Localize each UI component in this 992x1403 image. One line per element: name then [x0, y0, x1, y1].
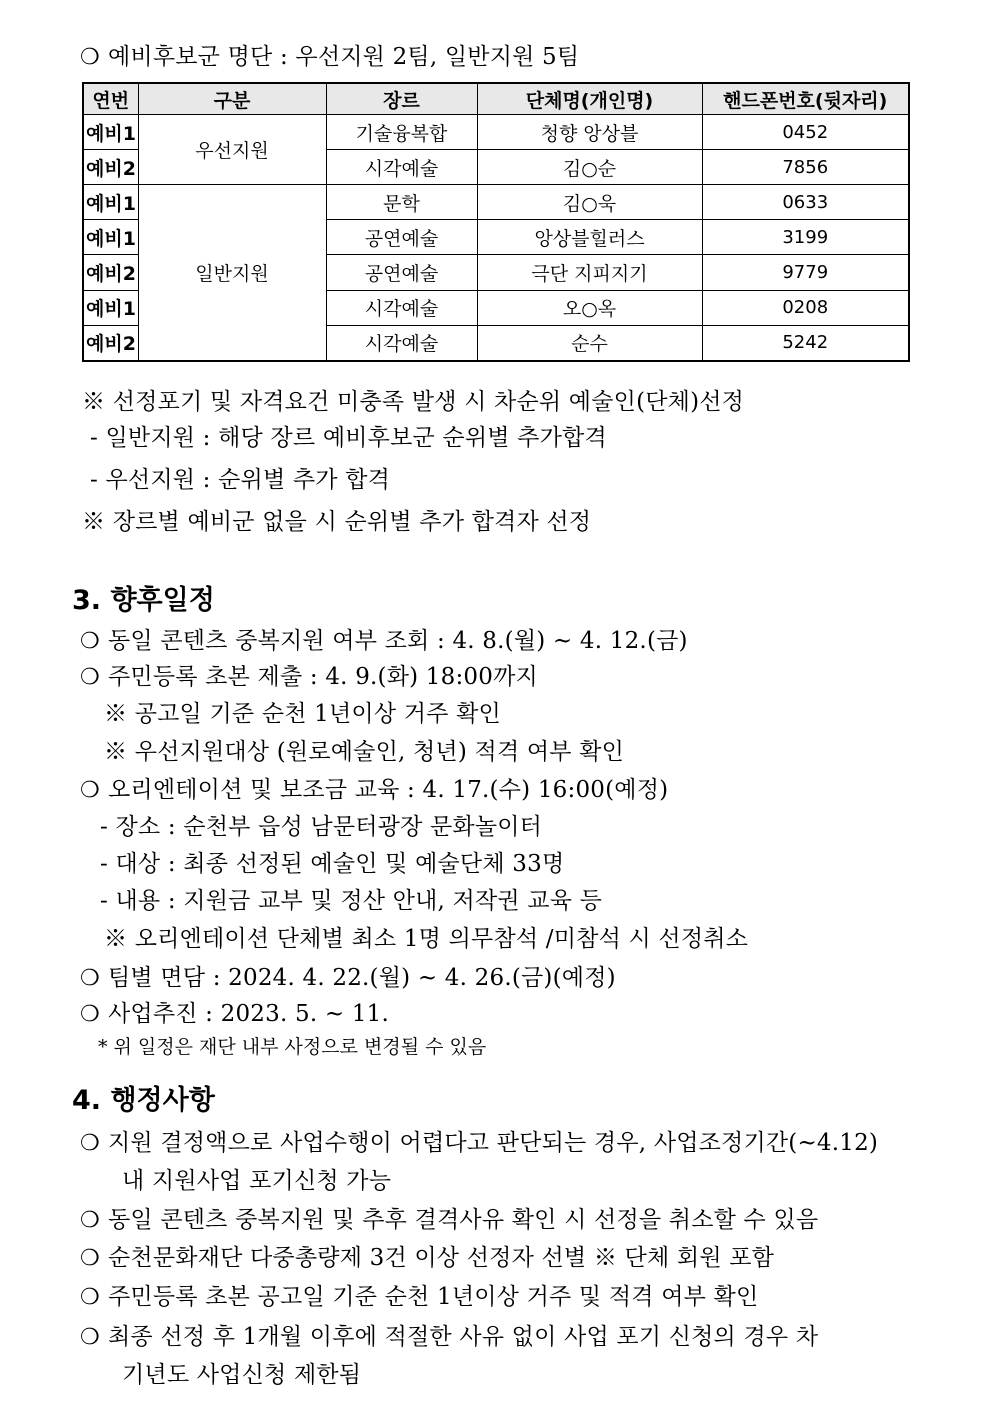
schedule-line: ❍ 사업추진 : 2023. 5. ~ 11. [80, 1001, 390, 1027]
table-row [83, 185, 909, 220]
reserve-table [82, 82, 910, 362]
circle-bullet-icon: ❍ [80, 966, 100, 991]
schedule-line: ❍ 주민등록 초본 제출 : 4. 9.(화) 18:00까지 [80, 664, 538, 690]
rank-cell: 예비1 [83, 115, 138, 150]
header-cell: 구분 [138, 83, 326, 115]
genre-cell: 기술융복합 [326, 115, 477, 150]
schedule-line: ※ 공고일 기준 순천 1년이상 거주 확인 [104, 701, 501, 727]
circle-bullet-icon: ❍ [80, 45, 100, 70]
rank-cell: 예비2 [83, 325, 138, 361]
genre-cell: 시각예술 [326, 325, 477, 361]
circle-bullet-icon: ❍ [80, 1002, 100, 1027]
genre-cell: 공연예술 [326, 255, 477, 290]
admin-line: ❍ 최종 선정 후 1개월 이후에 적절한 사유 없이 사업 포기 신청의 경우 차 [80, 1324, 819, 1350]
reserve-note: ※ 선정포기 및 자격요건 미충족 발생 시 차순위 예술인(단체)선정 [82, 389, 745, 415]
genre-cell: 공연예술 [326, 220, 477, 255]
category-cell: 우선지원 [138, 115, 326, 185]
name-cell: 극단 지피지기 [477, 255, 702, 290]
genre-cell: 문학 [326, 185, 477, 220]
reserve-note: ※ 장르별 예비군 없을 시 순위별 추가 합격자 선정 [82, 509, 592, 535]
rank-cell: 예비1 [83, 185, 138, 220]
reserve-title-line [80, 38, 579, 71]
circle-bullet-icon: ❍ [80, 1208, 100, 1233]
schedule-line: - 장소 : 순천부 읍성 남문터광장 문화놀이터 [100, 814, 543, 840]
phone-cell: 3199 [702, 220, 909, 255]
schedule-line: - 내용 : 지원금 교부 및 정산 안내, 저작권 교육 등 [100, 888, 603, 914]
genre-cell: 시각예술 [326, 150, 477, 185]
admin-line: ❍ 순천문화재단 다중총량제 3건 이상 선정자 선별 ※ 단체 회원 포함 [80, 1245, 775, 1271]
table-row [83, 115, 909, 150]
circle-bullet-icon: ❍ [80, 629, 100, 654]
reserve-note: - 일반지원 : 해당 장르 예비후보군 순위별 추가합격 [90, 425, 607, 451]
schedule-line: ❍ 팀별 면담 : 2024. 4. 22.(월) ~ 4. 26.(금)(예정) [80, 965, 616, 991]
table-header-row [83, 83, 909, 115]
header-cell: 단체명(개인명) [477, 83, 702, 115]
name-cell: 김○욱 [477, 185, 702, 220]
rank-cell: 예비2 [83, 150, 138, 185]
phone-cell: 9779 [702, 255, 909, 290]
category-cell: 일반지원 [138, 185, 326, 361]
phone-cell: 7856 [702, 150, 909, 185]
schedule-line: ❍ 동일 콘텐츠 중복지원 여부 조회 : 4. 8.(월) ~ 4. 12.(금) [80, 628, 688, 654]
circle-bullet-icon: ❍ [80, 1131, 100, 1156]
admin-line: ❍ 지원 결정액으로 사업수행이 어렵다고 판단되는 경우, 사업조정기간(~4.12) [80, 1130, 879, 1156]
name-cell: 청향 앙상블 [477, 115, 702, 150]
schedule-line: ❍ 오리엔테이션 및 보조금 교육 : 4. 17.(수) 16:00(예정) [80, 777, 669, 803]
section-heading-admin: 4. 행정사항 [72, 1085, 215, 1116]
admin-line: ❍ 동일 콘텐츠 중복지원 및 추후 결격사유 확인 시 선정을 취소할 수 있음 [80, 1207, 819, 1233]
section-heading-schedule: 3. 향후일정 [72, 585, 215, 616]
circle-bullet-icon: ❍ [80, 1285, 100, 1310]
circle-bullet-icon: ❍ [80, 778, 100, 803]
admin-line: 기년도 사업신청 제한됨 [122, 1362, 362, 1388]
phone-cell: 5242 [702, 325, 909, 361]
schedule-line: - 대상 : 최종 선정된 예술인 및 예술단체 33명 [100, 851, 565, 877]
rank-cell: 예비2 [83, 255, 138, 290]
circle-bullet-icon: ❍ [80, 1246, 100, 1271]
phone-cell: 0208 [702, 290, 909, 325]
circle-bullet-icon: ❍ [80, 1325, 100, 1350]
rank-cell: 예비1 [83, 290, 138, 325]
rank-cell: 예비1 [83, 220, 138, 255]
schedule-line: ※ 오리엔테이션 단체별 최소 1명 의무참석 /미참석 시 선정취소 [104, 926, 749, 952]
name-cell: 앙상블힐러스 [477, 220, 702, 255]
name-cell: 김○순 [477, 150, 702, 185]
phone-cell: 0452 [702, 115, 909, 150]
reserve-title: 예비후보군 명단 : 우선지원 2팀, 일반지원 5팀 [108, 44, 580, 70]
name-cell: 오○옥 [477, 290, 702, 325]
circle-bullet-icon: ❍ [80, 665, 100, 690]
phone-cell: 0633 [702, 185, 909, 220]
schedule-footnote: * 위 일정은 재단 내부 사정으로 변경될 수 있음 [98, 1036, 487, 1058]
admin-line: ❍ 주민등록 초본 공고일 기준 순천 1년이상 거주 및 적격 여부 확인 [80, 1284, 759, 1310]
reserve-note: - 우선지원 : 순위별 추가 합격 [90, 467, 391, 493]
schedule-line: ※ 우선지원대상 (원로예술인, 청년) 적격 여부 확인 [104, 739, 625, 765]
header-cell: 핸드폰번호(뒷자리) [702, 83, 909, 115]
name-cell: 순수 [477, 325, 702, 361]
header-cell: 장르 [326, 83, 477, 115]
admin-line: 내 지원사업 포기신청 가능 [122, 1168, 392, 1194]
genre-cell: 시각예술 [326, 290, 477, 325]
header-cell: 연번 [83, 83, 138, 115]
